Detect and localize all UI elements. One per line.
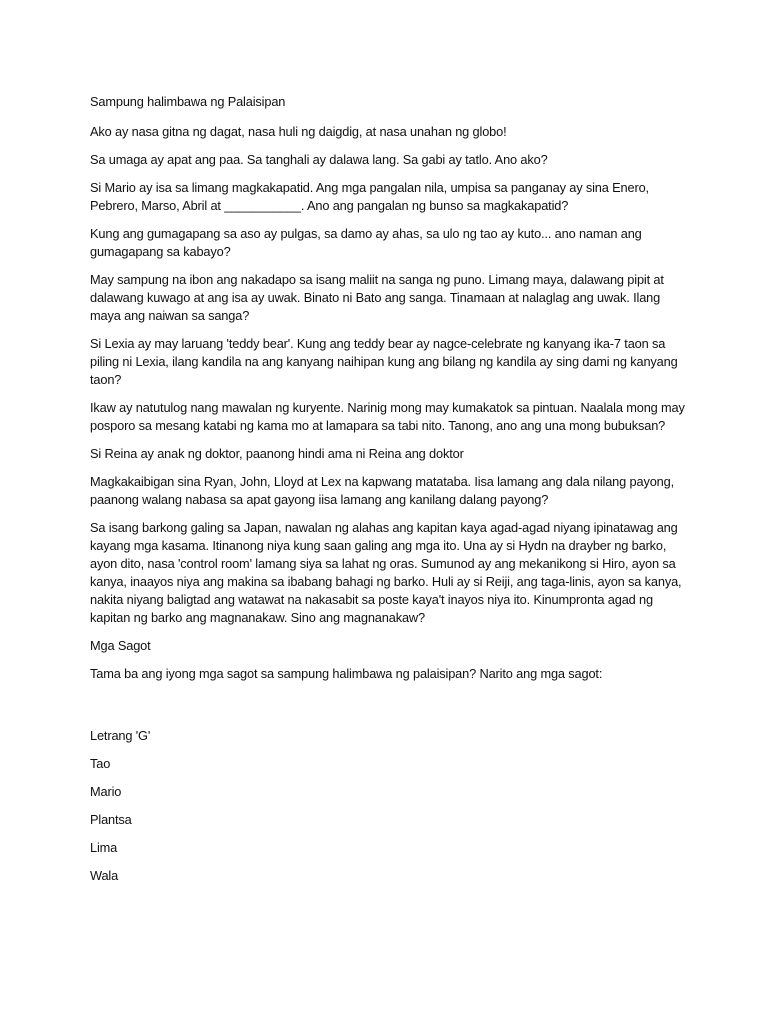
- answers-list: [90, 727, 690, 885]
- riddle-3: Si Mario ay isa sa limang magkakapatid. Ang mga pangalan nila, umpisa sa panganay ay sina Enero, Pebrero, Marso, Abril at ___________. Ano ang pangalan ng bunso sa magkakapatid?: [90, 180, 649, 213]
- answers-intro: Tama ba ang iyong mga sagot sa sampung halimbawa ng palaisipan? Narito ang mga sagot:: [90, 666, 603, 681]
- answer-item-6: Wala: [90, 868, 119, 883]
- answer-item-5: Lima: [90, 840, 118, 855]
- answer-item-4: Plantsa: [90, 812, 132, 827]
- riddle-6: Si Lexia ay may laruang 'teddy bear'. Kung ang teddy bear ay nagce-celebrate ng kanyang ika-7 taon sa piling ni Lexia, ilang kandila na ang kanyang naihipan kung ang bilang ng kandila ay sing dami ng kanyang taon?: [90, 336, 678, 387]
- answer-item-2: Tao: [90, 756, 111, 771]
- answer-item-1: Letrang 'G': [90, 728, 151, 743]
- riddle-1: Ako ay nasa gitna ng dagat, nasa huli ng daigdig, at nasa unahan ng globo!: [90, 124, 507, 139]
- answers-heading: Mga Sagot: [90, 638, 151, 653]
- document-title: Sampung halimbawa ng Palaisipan: [90, 94, 286, 109]
- riddle-7: Ikaw ay natutulog nang mawalan ng kuryente. Narinig mong may kumakatok sa pintuan. Naalala mong may posporo sa mesang katabi ng kama mo at lamapara sa tabi nito. Tanong, ano ang una mong bubuksan?: [90, 400, 685, 433]
- document-body: [90, 93, 690, 895]
- riddle-8: Si Reina ay anak ng doktor, paanong hindi ama ni Reina ang doktor: [90, 446, 464, 461]
- riddle-9: Magkakaibigan sina Ryan, John, Lloyd at Lex na kapwang matataba. Iisa lamang ang dala nilang payong, paanong walang nabasa sa apat gayong iisa lamang ang kanilang dalang payong?: [90, 474, 675, 507]
- riddle-5: May sampung na ibon ang nakadapo sa isang maliit na sanga ng puno. Limang maya, dalawang pipit at dalawang kuwago at ang isa ay uwak. Binato ni Bato ang sanga. Tinamaan at nalaglag ang uwak. Ilang maya ang naiwan sa sanga?: [90, 272, 664, 323]
- riddle-2: Sa umaga ay apat ang paa. Sa tanghali ay dalawa lang. Sa gabi ay tatlo. Ano ako?: [90, 152, 548, 167]
- riddle-4: Kung ang gumagapang sa aso ay pulgas, sa damo ay ahas, sa ulo ng tao ay kuto... ano naman ang gumagapang sa kabayo?: [90, 226, 642, 259]
- answer-item-3: Mario: [90, 784, 122, 799]
- riddle-10: Sa isang barkong galing sa Japan, nawalan ng alahas ang kapitan kaya agad-agad niyang ipinatawag ang kayang mga kasama. Itinanong niya kung saan galing ang mga ito. Una ay si Hydn na drayber ng barko, ayon dito, nasa 'control room' lamang siya sa lahat ng oras. Sumunod ay ang mekanikong si Hiro, ayon sa kanya, inaayos niya ang makina sa ibabang bahagi ng barko. Huli ay si Reiji, ang taga-linis, ayon sa kanya, nakita niyang baligtad ang watawat na nakasabit sa poste kaya't inayos niya ito. Kinumpronta agad ng kapitan ng barko ang magnanakaw. Sino ang magnanakaw?: [90, 520, 682, 625]
